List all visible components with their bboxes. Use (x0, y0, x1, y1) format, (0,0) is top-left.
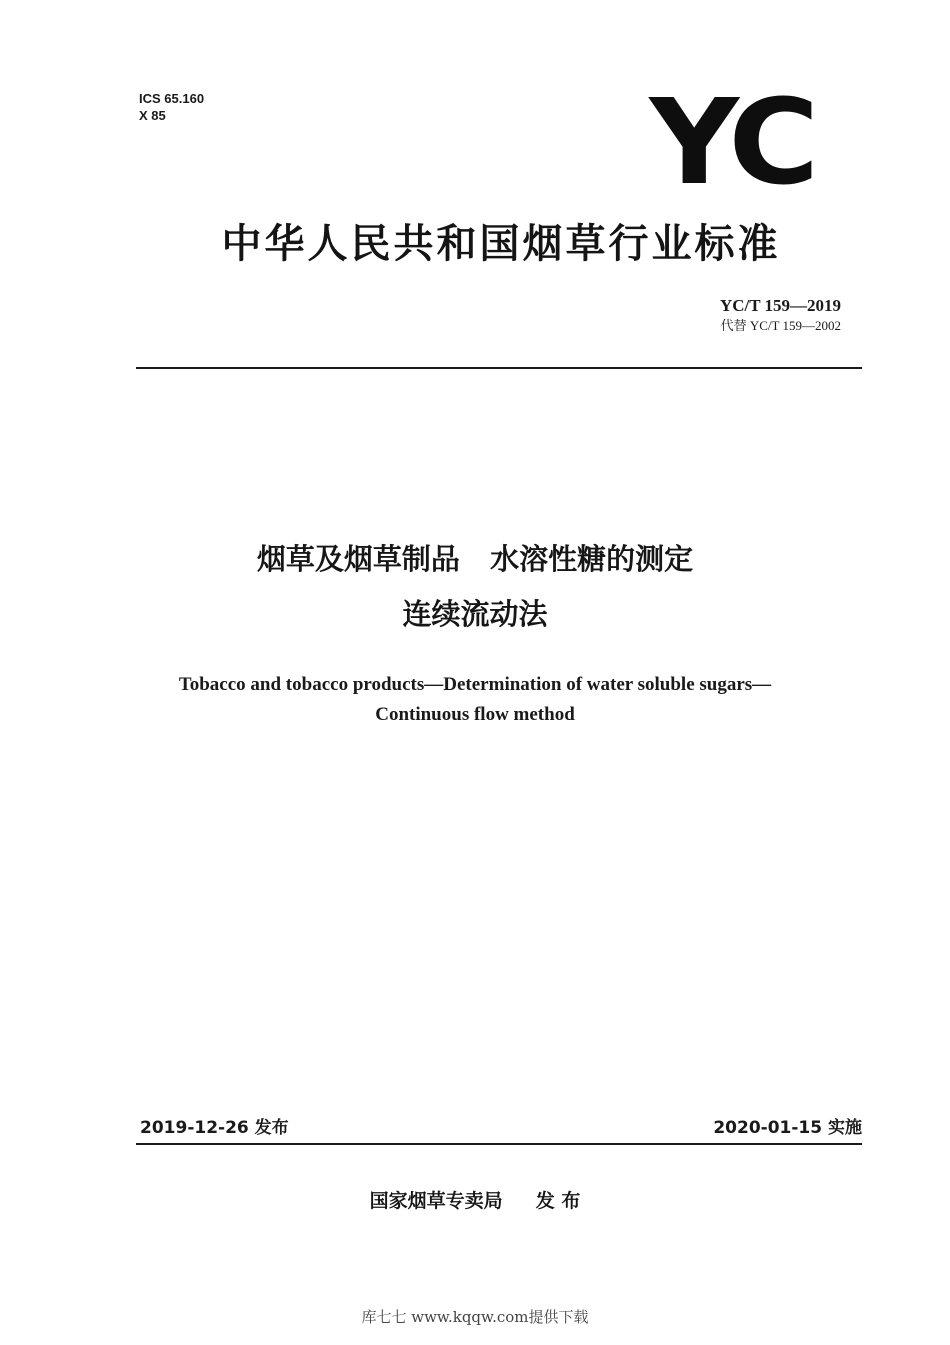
ics-code: ICS 65.160 (139, 91, 205, 106)
publish-date: 2019-12-26 发布 (140, 1118, 289, 1138)
standard-number: YC/T 159—2019 (719, 296, 841, 315)
effective-date: 2020-01-15 实施 (713, 1118, 862, 1138)
english-title-line-1: Tobacco and tobacco products—Determination of water soluble sugars— (178, 674, 772, 695)
top-divider (136, 367, 862, 369)
yc-logo: YC (649, 73, 813, 211)
bottom-divider (136, 1143, 862, 1145)
replaces-standard: 代替 YC/T 159—2002 (720, 318, 841, 333)
issuing-authority: 国家烟草专卖局 发 布 (369, 1190, 581, 1212)
english-title-line-2: Continuous flow method (375, 704, 575, 725)
ccs-code: X 85 (139, 108, 166, 123)
chinese-title-line-1: 烟草及烟草制品 水溶性糖的测定 (256, 542, 694, 576)
chinese-title-line-2: 连续流动法 (402, 597, 548, 631)
classification-codes (139, 90, 204, 124)
download-footer: 库七七 www.kqqw.com提供下载 (361, 1308, 589, 1326)
standard-category-title: 中华人民共和国烟草行业标准 (221, 221, 781, 267)
